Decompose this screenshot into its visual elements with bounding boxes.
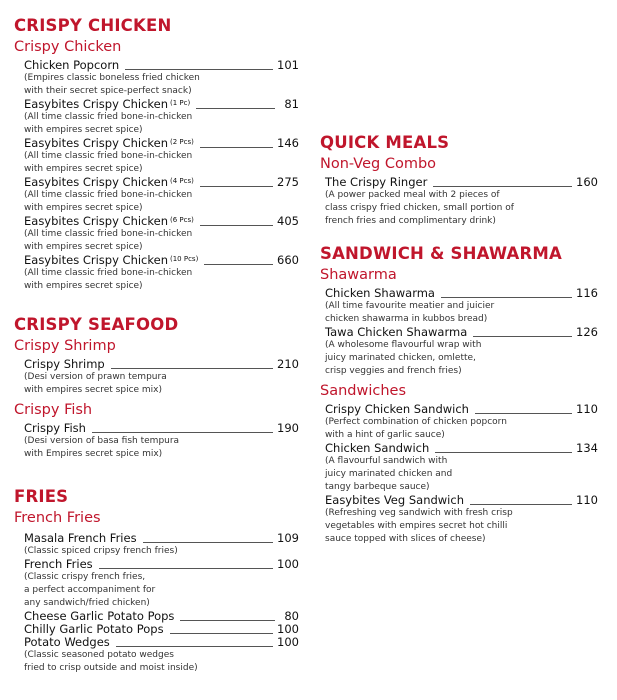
leader-line	[200, 225, 273, 226]
item-price: 100	[277, 557, 299, 571]
item-price: 210	[277, 357, 299, 371]
item-name: Easybites Veg Sandwich	[325, 493, 464, 507]
leader-line	[170, 633, 273, 634]
category-title: FRIES	[14, 487, 69, 506]
item-name: Crispy Fish	[24, 421, 86, 435]
leader-line	[441, 297, 572, 298]
item-name: Easybites Crispy Chicken	[24, 136, 168, 150]
item-price: 110	[576, 402, 598, 416]
item-name: Easybites Crispy Chicken	[24, 253, 168, 267]
item-price: 660	[277, 253, 299, 267]
category-title: QUICK MEALS	[320, 133, 450, 152]
item-price: 190	[277, 421, 299, 435]
section-crispy-seafood	[14, 315, 299, 461]
item-quantity: (2 Pcs)	[170, 138, 194, 146]
item-description: (All time classic fried bone-in-chicken	[24, 268, 193, 278]
item-description: (Empires classic boneless fried chicken	[24, 73, 200, 83]
item-price: 81	[284, 97, 299, 111]
item-quantity: (6 Pcs)	[170, 216, 194, 224]
item-price: 405	[277, 214, 299, 228]
item-description: vegetables with empires secret hot chilli	[325, 521, 508, 531]
menu-item	[24, 532, 299, 558]
menu-item	[325, 287, 598, 326]
leader-line	[92, 432, 273, 433]
item-description: class crispy fried chicken, small portion of	[325, 203, 514, 213]
menu-item	[24, 254, 299, 293]
item-name: Chicken Sandwich	[325, 441, 430, 455]
item-quantity: (1 Pc)	[170, 99, 191, 107]
subsection-title: Non-Veg Combo	[320, 156, 437, 172]
leader-line	[125, 69, 273, 70]
menu-item	[24, 137, 299, 176]
item-price: 116	[576, 286, 598, 300]
leader-line	[196, 108, 275, 109]
item-name: Easybites Crispy Chicken	[24, 214, 168, 228]
category-title: CRISPY CHICKEN	[14, 16, 172, 35]
item-price: 80	[284, 609, 299, 623]
menu-item	[325, 494, 598, 546]
item-name: Crispy Shrimp	[24, 357, 105, 371]
item-description: (All time classic fried bone-in-chicken	[24, 151, 193, 161]
subsection-title: French Fries	[14, 510, 101, 526]
item-description: with empires secret spice)	[24, 125, 143, 135]
menu-item	[24, 176, 299, 215]
leader-line	[435, 452, 572, 453]
item-description: with empires secret spice)	[24, 164, 143, 174]
item-name: Chicken Shawarma	[325, 286, 435, 300]
item-name: French Fries	[24, 557, 93, 571]
item-description: with a hint of garlic sauce)	[325, 430, 445, 440]
item-description: french fries and complimentary drink)	[325, 216, 496, 226]
subsection-title: Crispy Fish	[14, 402, 93, 418]
category-title: CRISPY SEAFOOD	[14, 315, 179, 334]
item-description: a perfect accompaniment for	[24, 585, 156, 595]
subsection-title: Crispy Chicken	[14, 39, 122, 55]
item-name: Chicken Popcorn	[24, 58, 120, 72]
item-description: (Desi version of basa fish tempura	[24, 436, 180, 446]
section-fries	[14, 487, 299, 675]
item-description: with their secret spice-perfect snack)	[24, 86, 192, 96]
item-name: Masala French Fries	[24, 531, 137, 545]
item-name: The Crispy Ringer	[325, 175, 428, 189]
item-price: 100	[277, 622, 299, 636]
item-description: (Classic seasoned potato wedges	[24, 650, 174, 660]
leader-line	[204, 264, 273, 265]
item-price: 100	[277, 635, 299, 649]
menu-item	[24, 98, 299, 137]
item-name: Easybites Crispy Chicken	[24, 175, 168, 189]
item-description: with empires secret spice)	[24, 242, 143, 252]
leader-line	[111, 368, 273, 369]
leader-line	[180, 620, 275, 621]
item-name: Chilly Garlic Potato Pops	[24, 622, 164, 636]
item-description: (Refreshing veg sandwich with fresh crisp	[325, 508, 513, 518]
item-description: sauce topped with slices of cheese)	[325, 534, 486, 544]
menu-item	[24, 636, 299, 675]
item-price: 275	[277, 175, 299, 189]
item-description: with empires secret spice)	[24, 281, 143, 291]
subsection-title: Sandwiches	[320, 383, 407, 399]
subsection-title: Crispy Shrimp	[14, 338, 116, 354]
item-price: 146	[277, 136, 299, 150]
item-description: (A flavourful sandwich with	[325, 456, 448, 466]
item-name: Potato Wedges	[24, 635, 110, 649]
section-quick-meals	[320, 133, 598, 228]
item-description: with empires secret spice)	[24, 203, 143, 213]
subsection-title: Shawarma	[320, 267, 397, 283]
leader-line	[473, 336, 572, 337]
item-name: Tawa Chicken Shawarma	[325, 325, 468, 339]
item-description: juicy marinated chicken and	[325, 469, 453, 479]
item-description: (All time classic fried bone-in-chicken	[24, 190, 193, 200]
leader-line	[116, 646, 273, 647]
leader-line	[200, 186, 273, 187]
item-price: 101	[277, 58, 299, 72]
item-quantity: (4 Pcs)	[170, 177, 194, 185]
item-description: (All time classic fried bone-in-chicken	[24, 112, 193, 122]
item-description: (All time classic fried bone-in-chicken	[24, 229, 193, 239]
item-description: tangy barbeque sauce)	[325, 482, 430, 492]
item-description: with empires secret spice mix)	[24, 385, 163, 395]
item-name: Cheese Garlic Potato Pops	[24, 609, 175, 623]
item-description: fried to crisp outside and moist inside)	[24, 663, 198, 673]
item-price: 126	[576, 325, 598, 339]
section-sandwich-shawarma	[320, 244, 598, 546]
menu-item	[24, 558, 299, 610]
item-price: 110	[576, 493, 598, 507]
left-column	[14, 16, 299, 675]
menu-item	[24, 59, 299, 98]
item-name: Easybites Crispy Chicken	[24, 97, 168, 111]
item-description: (Classic spiced cripsy french fries)	[24, 546, 178, 556]
menu-item	[325, 442, 598, 494]
item-description: chicken shawarma in kubbos bread)	[325, 314, 488, 324]
item-description: (Desi version of prawn tempura	[24, 372, 167, 382]
item-price: 109	[277, 531, 299, 545]
leader-line	[99, 568, 273, 569]
item-description: (All time favourite meatier and juicier	[325, 301, 495, 311]
item-description: any sandwich/fried chicken)	[24, 598, 150, 608]
item-description: (A wholesome flavourful wrap with	[325, 340, 482, 350]
item-description: with Empires secret spice mix)	[24, 449, 163, 459]
leader-line	[143, 542, 273, 543]
leader-line	[470, 504, 572, 505]
menu-item	[325, 326, 598, 378]
item-description: crisp veggies and french fries)	[325, 366, 462, 376]
menu-item	[24, 215, 299, 254]
leader-line	[475, 413, 572, 414]
menu-item	[24, 358, 299, 397]
item-description: (Classic crispy french fries,	[24, 572, 146, 582]
menu-item	[325, 176, 598, 228]
menu-item	[24, 422, 299, 461]
category-title: SANDWICH & SHAWARMA	[320, 244, 562, 263]
section-crispy-chicken	[14, 16, 299, 293]
item-name: Crispy Chicken Sandwich	[325, 402, 469, 416]
leader-line	[433, 186, 572, 187]
leader-line	[200, 147, 273, 148]
item-description: (Perfect combination of chicken popcorn	[325, 417, 507, 427]
item-price: 134	[576, 441, 598, 455]
menu-item	[325, 403, 598, 442]
right-column	[320, 133, 598, 546]
item-description: juicy marinated chicken, omlette,	[325, 353, 476, 363]
item-quantity: (10 Pcs)	[170, 255, 199, 263]
item-description: (A power packed meal with 2 pieces of	[325, 190, 500, 200]
item-price: 160	[576, 175, 598, 189]
